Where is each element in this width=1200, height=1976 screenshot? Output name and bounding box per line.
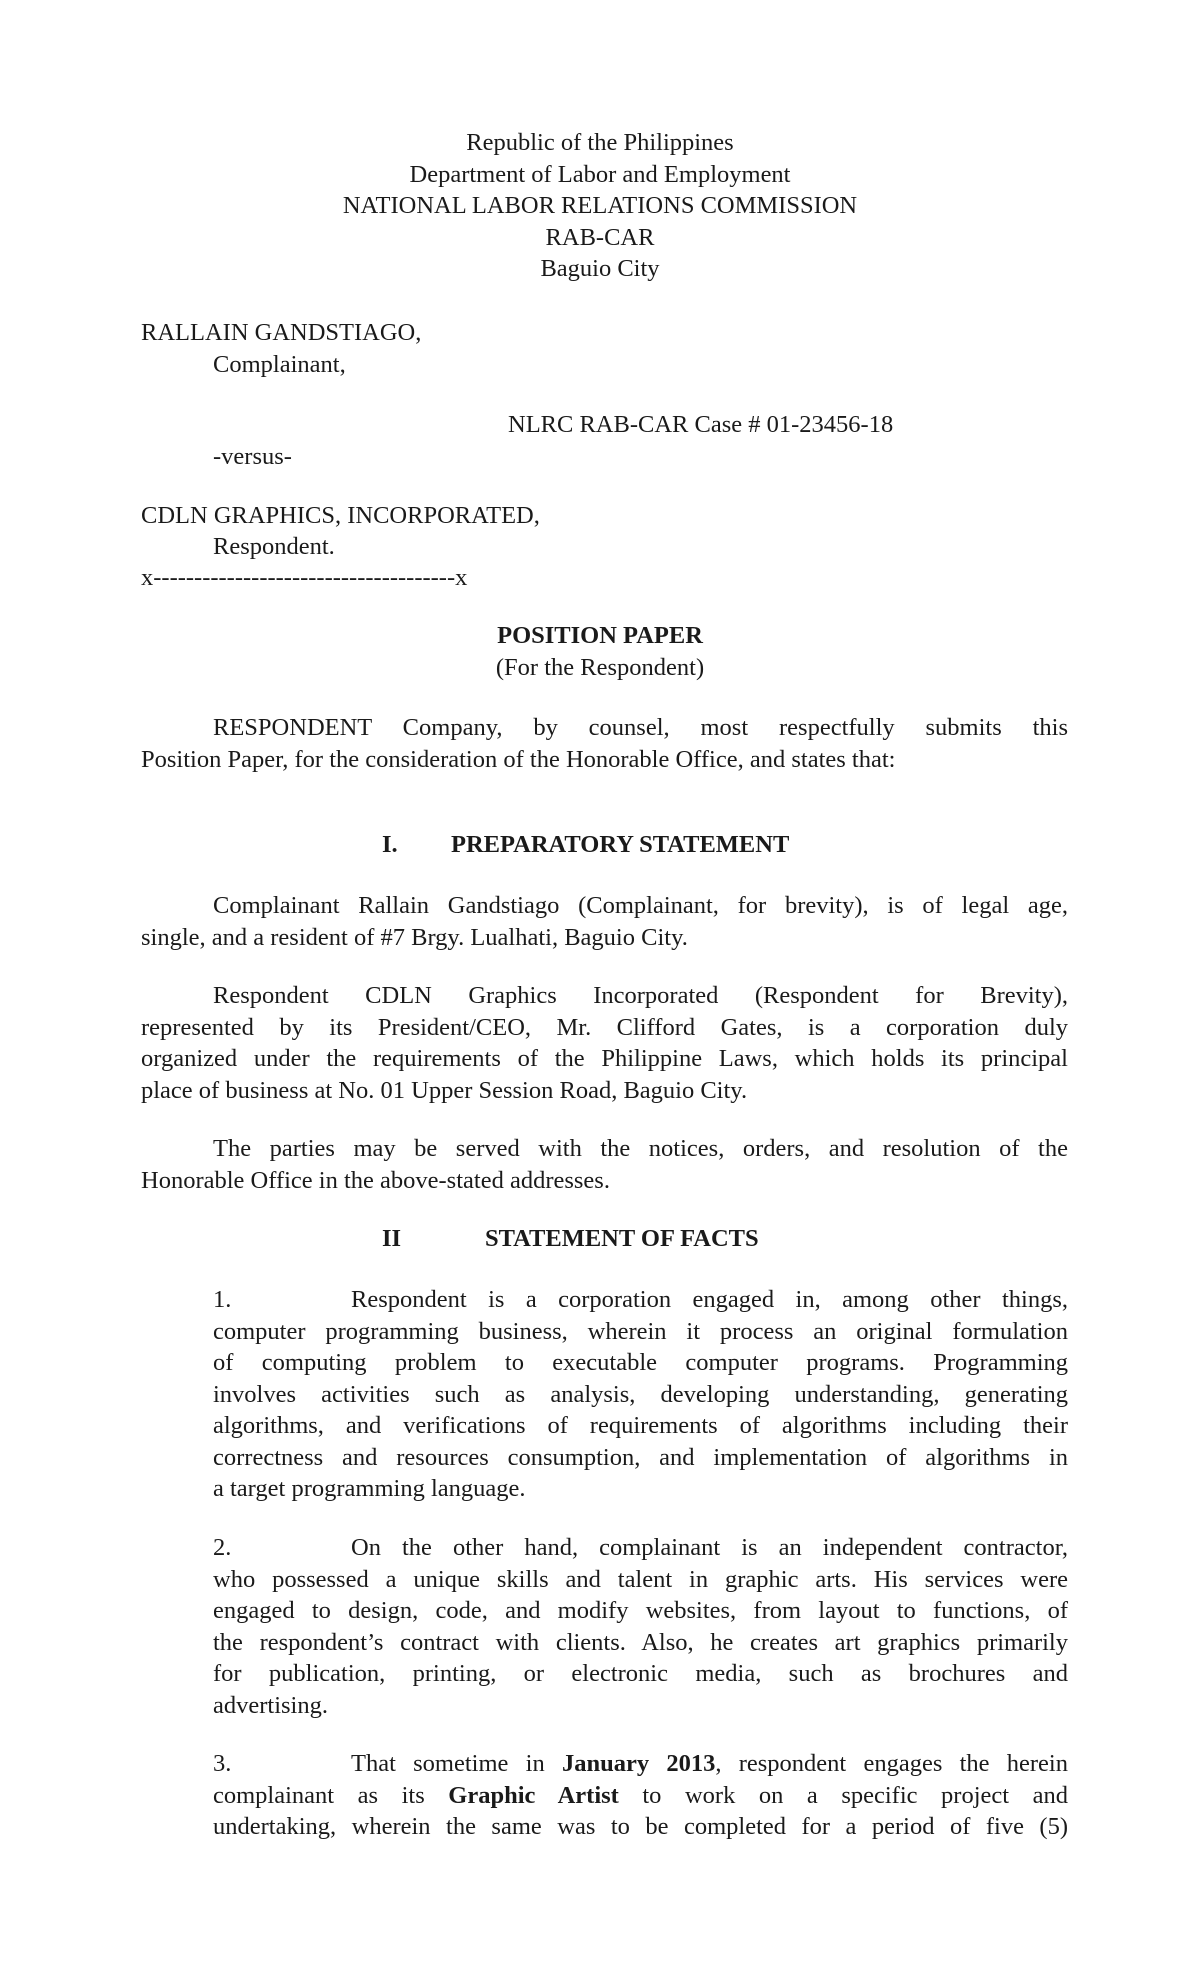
paragraph-line: engaged to design, code, and modify websites, from layout to functions, of: [213, 1597, 1068, 1624]
preparatory-paragraph-3: [141, 1133, 1068, 1196]
section-1-heading: PREPARATORY STATEMENT: [451, 831, 790, 858]
text-run: , respondent engages the herein: [715, 1750, 1068, 1777]
paragraph-line: Honorable Office in the above-stated addresses.: [141, 1166, 610, 1194]
paragraph-line: algorithms, and verifications of requirements of algorithms including their: [213, 1412, 1068, 1439]
paragraph-line: [351, 1748, 1068, 1780]
respondent-name: CDLN GRAPHICS, INCORPORATED,: [141, 502, 540, 529]
paragraph-line: involves activities such as analysis, developing understanding, generating: [213, 1380, 1068, 1408]
paragraph-line: who possessed a unique skills and talent in graphic arts. His services were: [213, 1565, 1068, 1593]
paragraph-line: Respondent is a corporation engaged in, among other things,: [351, 1286, 1068, 1313]
paragraph-line: a target programming language.: [213, 1475, 526, 1502]
text-run: to work on a specific project and: [618, 1781, 1068, 1809]
document-title: POSITION PAPER: [497, 622, 703, 649]
paragraph-line: place of business at No. 01 Upper Session Road, Baguio City.: [141, 1076, 748, 1104]
facts-item-first-line: [213, 1748, 1068, 1780]
paragraph-line: The parties may be served with the notices, orders, and resolution of the: [213, 1135, 1068, 1162]
text-run: complainant as its: [213, 1781, 449, 1809]
paragraph-line: of computing problem to executable computer programs. Programming: [213, 1349, 1068, 1376]
position-emphasis: Graphic Artist: [448, 1781, 619, 1809]
case-number: NLRC RAB-CAR Case # 01-23456-18: [508, 411, 894, 438]
intro-paragraph: [141, 712, 1068, 775]
complainant-name: RALLAIN GANDSTIAGO,: [141, 319, 422, 346]
paragraph-line: On the other hand, complainant is an independent contractor,: [351, 1534, 1068, 1561]
facts-item-number: 1.: [213, 1286, 232, 1313]
paragraph-line: the respondent’s contract with clients. Also, he creates art graphics primarily: [213, 1628, 1068, 1656]
facts-item-first-line: [213, 1532, 1068, 1564]
respondent-role: Respondent.: [213, 533, 335, 560]
section-2-heading: STATEMENT OF FACTS: [485, 1225, 759, 1252]
facts-item-1: [213, 1284, 1068, 1505]
paragraph-line: Complainant Rallain Gandstiago (Complainant, for brevity), is of legal age,: [213, 892, 1068, 919]
paragraph-line: organized under the requirements of the Philippine Laws, which holds its principal: [141, 1045, 1068, 1072]
paragraph-line: undertaking, wherein the same was to be completed for a period of five (5): [213, 1813, 1068, 1840]
section-2-numeral: II: [382, 1225, 402, 1252]
complainant-role: Complainant,: [213, 351, 346, 378]
paragraph-line: [213, 1780, 1068, 1812]
header-city: Baguio City: [540, 255, 660, 282]
facts-item-first-line: [213, 1284, 1068, 1316]
header-republic: Republic of the Philippines: [466, 129, 734, 156]
header-branch: RAB-CAR: [545, 223, 655, 251]
intro-line: Position Paper, for the consideration of the Honorable Office, and states that:: [141, 745, 896, 773]
facts-item-number: 3.: [213, 1750, 232, 1777]
versus-label: -versus-: [213, 443, 292, 470]
date-emphasis: January 2013: [561, 1750, 716, 1777]
paragraph-line: for publication, printing, or electronic media, such as brochures and: [213, 1660, 1068, 1687]
document-subtitle: (For the Respondent): [495, 654, 705, 681]
intro-line: RESPONDENT Company, by counsel, most respectfully submits this: [213, 714, 1068, 741]
paragraph-line: advertising.: [213, 1691, 328, 1719]
facts-item-3: [213, 1748, 1068, 1843]
facts-item-number: 2.: [213, 1534, 232, 1561]
preparatory-paragraph-1: [141, 890, 1068, 953]
preparatory-paragraph-2: [141, 980, 1068, 1106]
paragraph-line: correctness and resources consumption, and implementation of algorithms in: [213, 1443, 1068, 1471]
caption-separator: x-------------------------------------x: [141, 564, 468, 591]
header-department: Department of Labor and Employment: [409, 160, 791, 188]
paragraph-line: Respondent CDLN Graphics Incorporated (Respondent for Brevity),: [213, 982, 1068, 1009]
paragraph-line: single, and a resident of #7 Brgy. Lualhati, Baguio City.: [141, 923, 688, 951]
facts-item-2: [213, 1532, 1068, 1721]
paragraph-line: represented by its President/CEO, Mr. Clifford Gates, is a corporation duly: [141, 1013, 1068, 1041]
text-run: That sometime in: [351, 1750, 562, 1777]
header-commission: NATIONAL LABOR RELATIONS COMMISSION: [342, 192, 858, 219]
paragraph-line: computer programming business, wherein it process an original formulation: [213, 1317, 1068, 1345]
section-1-numeral: I.: [382, 831, 398, 858]
document-header: [0, 127, 1200, 285]
